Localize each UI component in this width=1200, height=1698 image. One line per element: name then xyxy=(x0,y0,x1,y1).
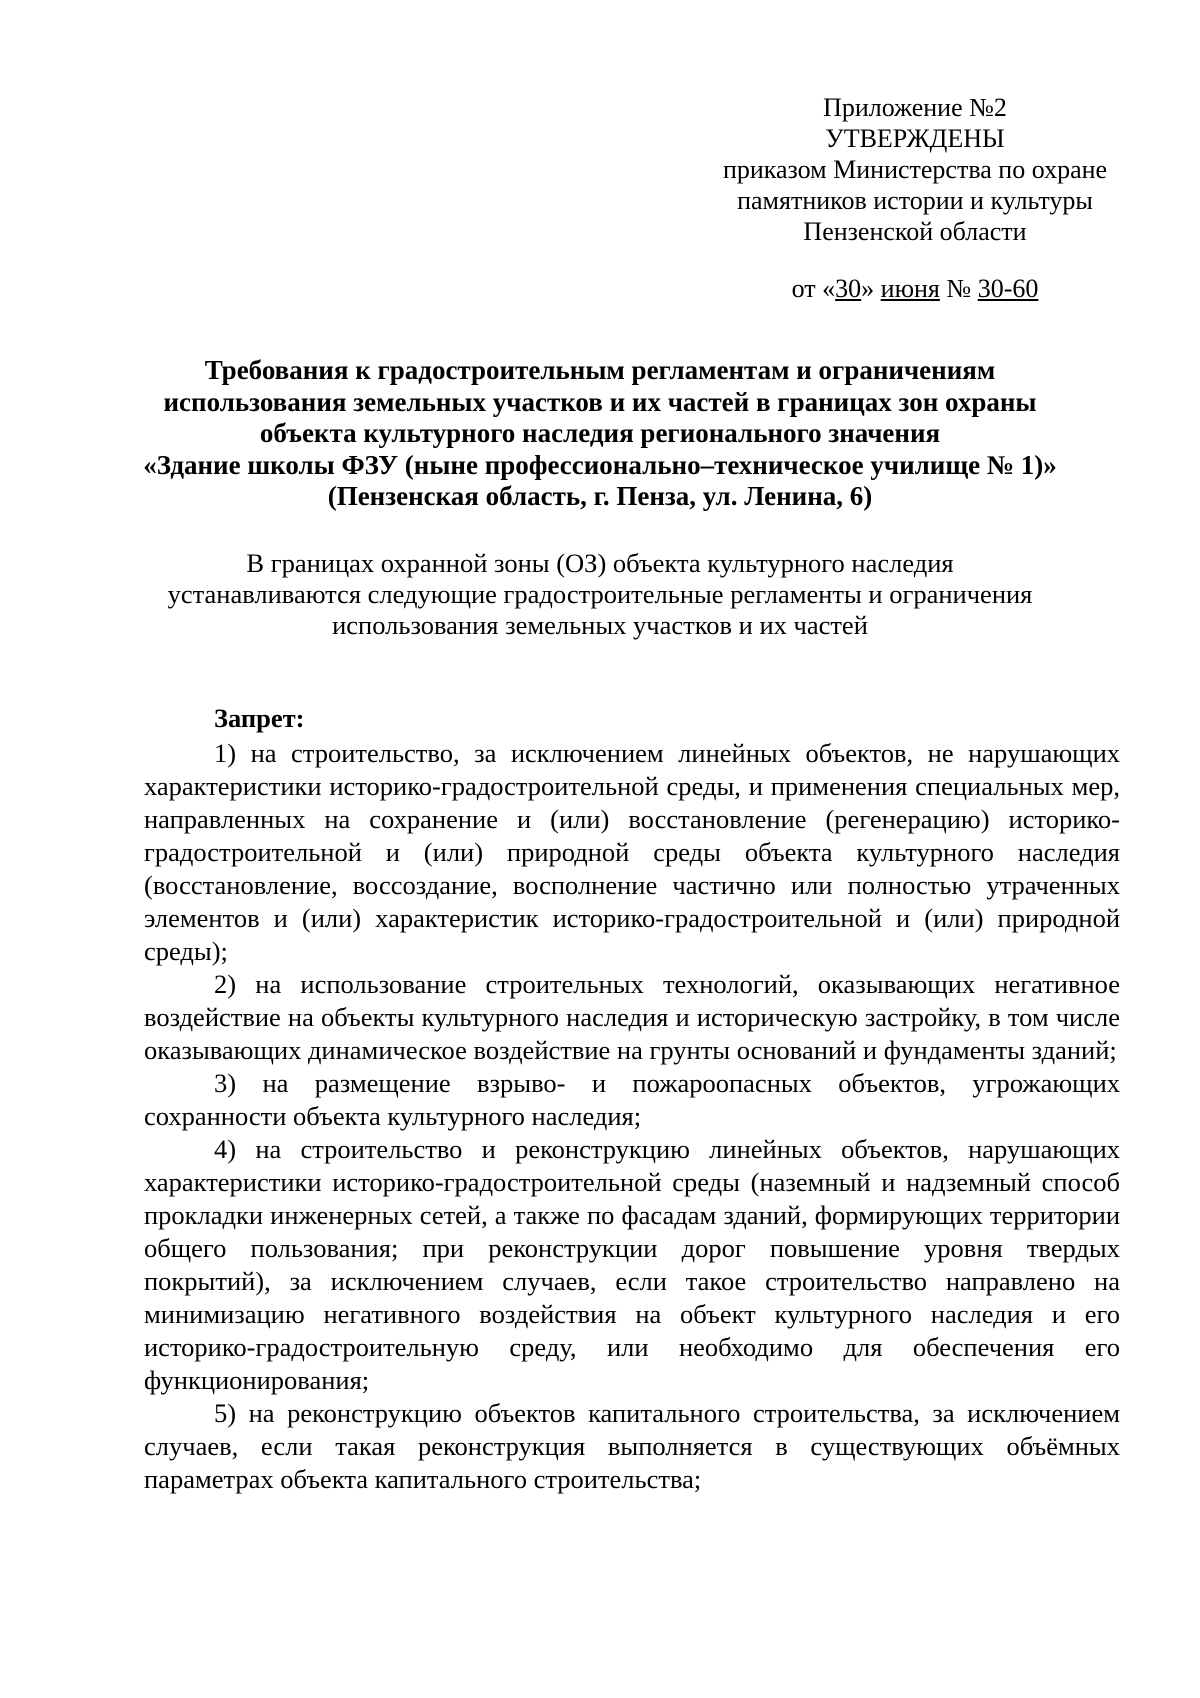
approval-block xyxy=(700,92,1130,304)
intro-line-2: устанавливаются следующие градостроительные регламенты и ограничения xyxy=(167,579,1033,609)
prohibition-item-2: 2) на использование строительных технологий, оказывающих негативное воздействие на объекты культурного наследия и историческую застройку, в том числе оказывающих динамическое воздействие на грунты оснований и фундаменты зданий; xyxy=(144,969,1120,1065)
intro-text xyxy=(100,548,1100,641)
order-line-2: памятников истории и культуры xyxy=(737,186,1093,215)
order-number: 30-60 xyxy=(977,274,1039,303)
title-line-2: использования земельных участков и их частей в границах зон охраны xyxy=(163,386,1037,417)
title-line-1: Требования к градостроительным регламентам и ограничениям xyxy=(204,355,996,385)
document-title xyxy=(100,355,1100,513)
prohibition-item-5: 5) на реконструкцию объектов капитального строительства, за исключением случаев, если такая реконструкция выполняется в существующих объёмных параметрах объекта капитального строительства; xyxy=(144,1398,1120,1494)
prohibition-item-4: 4) на строительство и реконструкцию линейных объектов, нарушающих характеристики историко-градостроительной среды (наземный и надземный способ прокладки инженерных сетей, а также по фасадам зданий, формирующих территории общего пользования; при реконструкции дорог повышение уровня твердых покрытий), за исключением случаев, если такое строительство направлено на минимизацию негативного воздействия на объект культурного наследия и его историко-градостроительную среду, или необходимо для обеспечения его функционирования; xyxy=(144,1134,1120,1395)
date-prefix: от « xyxy=(791,274,836,303)
title-line-5: (Пензенская область, г. Пенза, ул. Ленина, 6) xyxy=(327,481,873,511)
order-date-line xyxy=(700,273,1130,304)
order-line-3: Пензенской области xyxy=(803,217,1027,246)
prohibition-item-1: 1) на строительство, за исключением линейных объектов, не нарушающих характеристики историко-градостроительной среды, и применения специальных мер, направленных на сохранение и (или) восстановление (регенерацию) историко-градостроительной и (или) природной среды объекта культурного наследия (восстановление, воссоздание, восполнение частично или полностью утраченных элементов и (или) характеристик историко-градостроительной и (или) природной среды); xyxy=(144,738,1120,966)
intro-line-1: В границах охранной зоны (ОЗ) объекта культурного наследия xyxy=(246,548,954,578)
intro-line-3: использования земельных участков и их частей xyxy=(332,610,868,640)
approved-label: УТВЕРЖДЕНЫ xyxy=(825,124,1005,153)
title-line-3: объекта культурного наследия регионального значения xyxy=(259,418,941,448)
date-month: июня xyxy=(880,274,940,303)
order-line-1: приказом Министерства по охране xyxy=(722,155,1108,184)
date-day: 30 xyxy=(835,274,862,303)
title-line-4: «Здание школы ФЗУ (ныне профессионально–техническое училище № 1)» xyxy=(143,449,1057,480)
prohibition-item-3: 3) на размещение взрыво- и пожароопасных объектов, угрожающих сохранности объекта культурного наследия; xyxy=(144,1068,1120,1131)
appendix-number: Приложение №2 xyxy=(823,93,1007,122)
section-heading: Запрет: xyxy=(214,703,305,733)
date-num-prefix: № xyxy=(939,274,978,303)
date-mid: » xyxy=(861,274,881,303)
document-body xyxy=(144,702,1120,1496)
